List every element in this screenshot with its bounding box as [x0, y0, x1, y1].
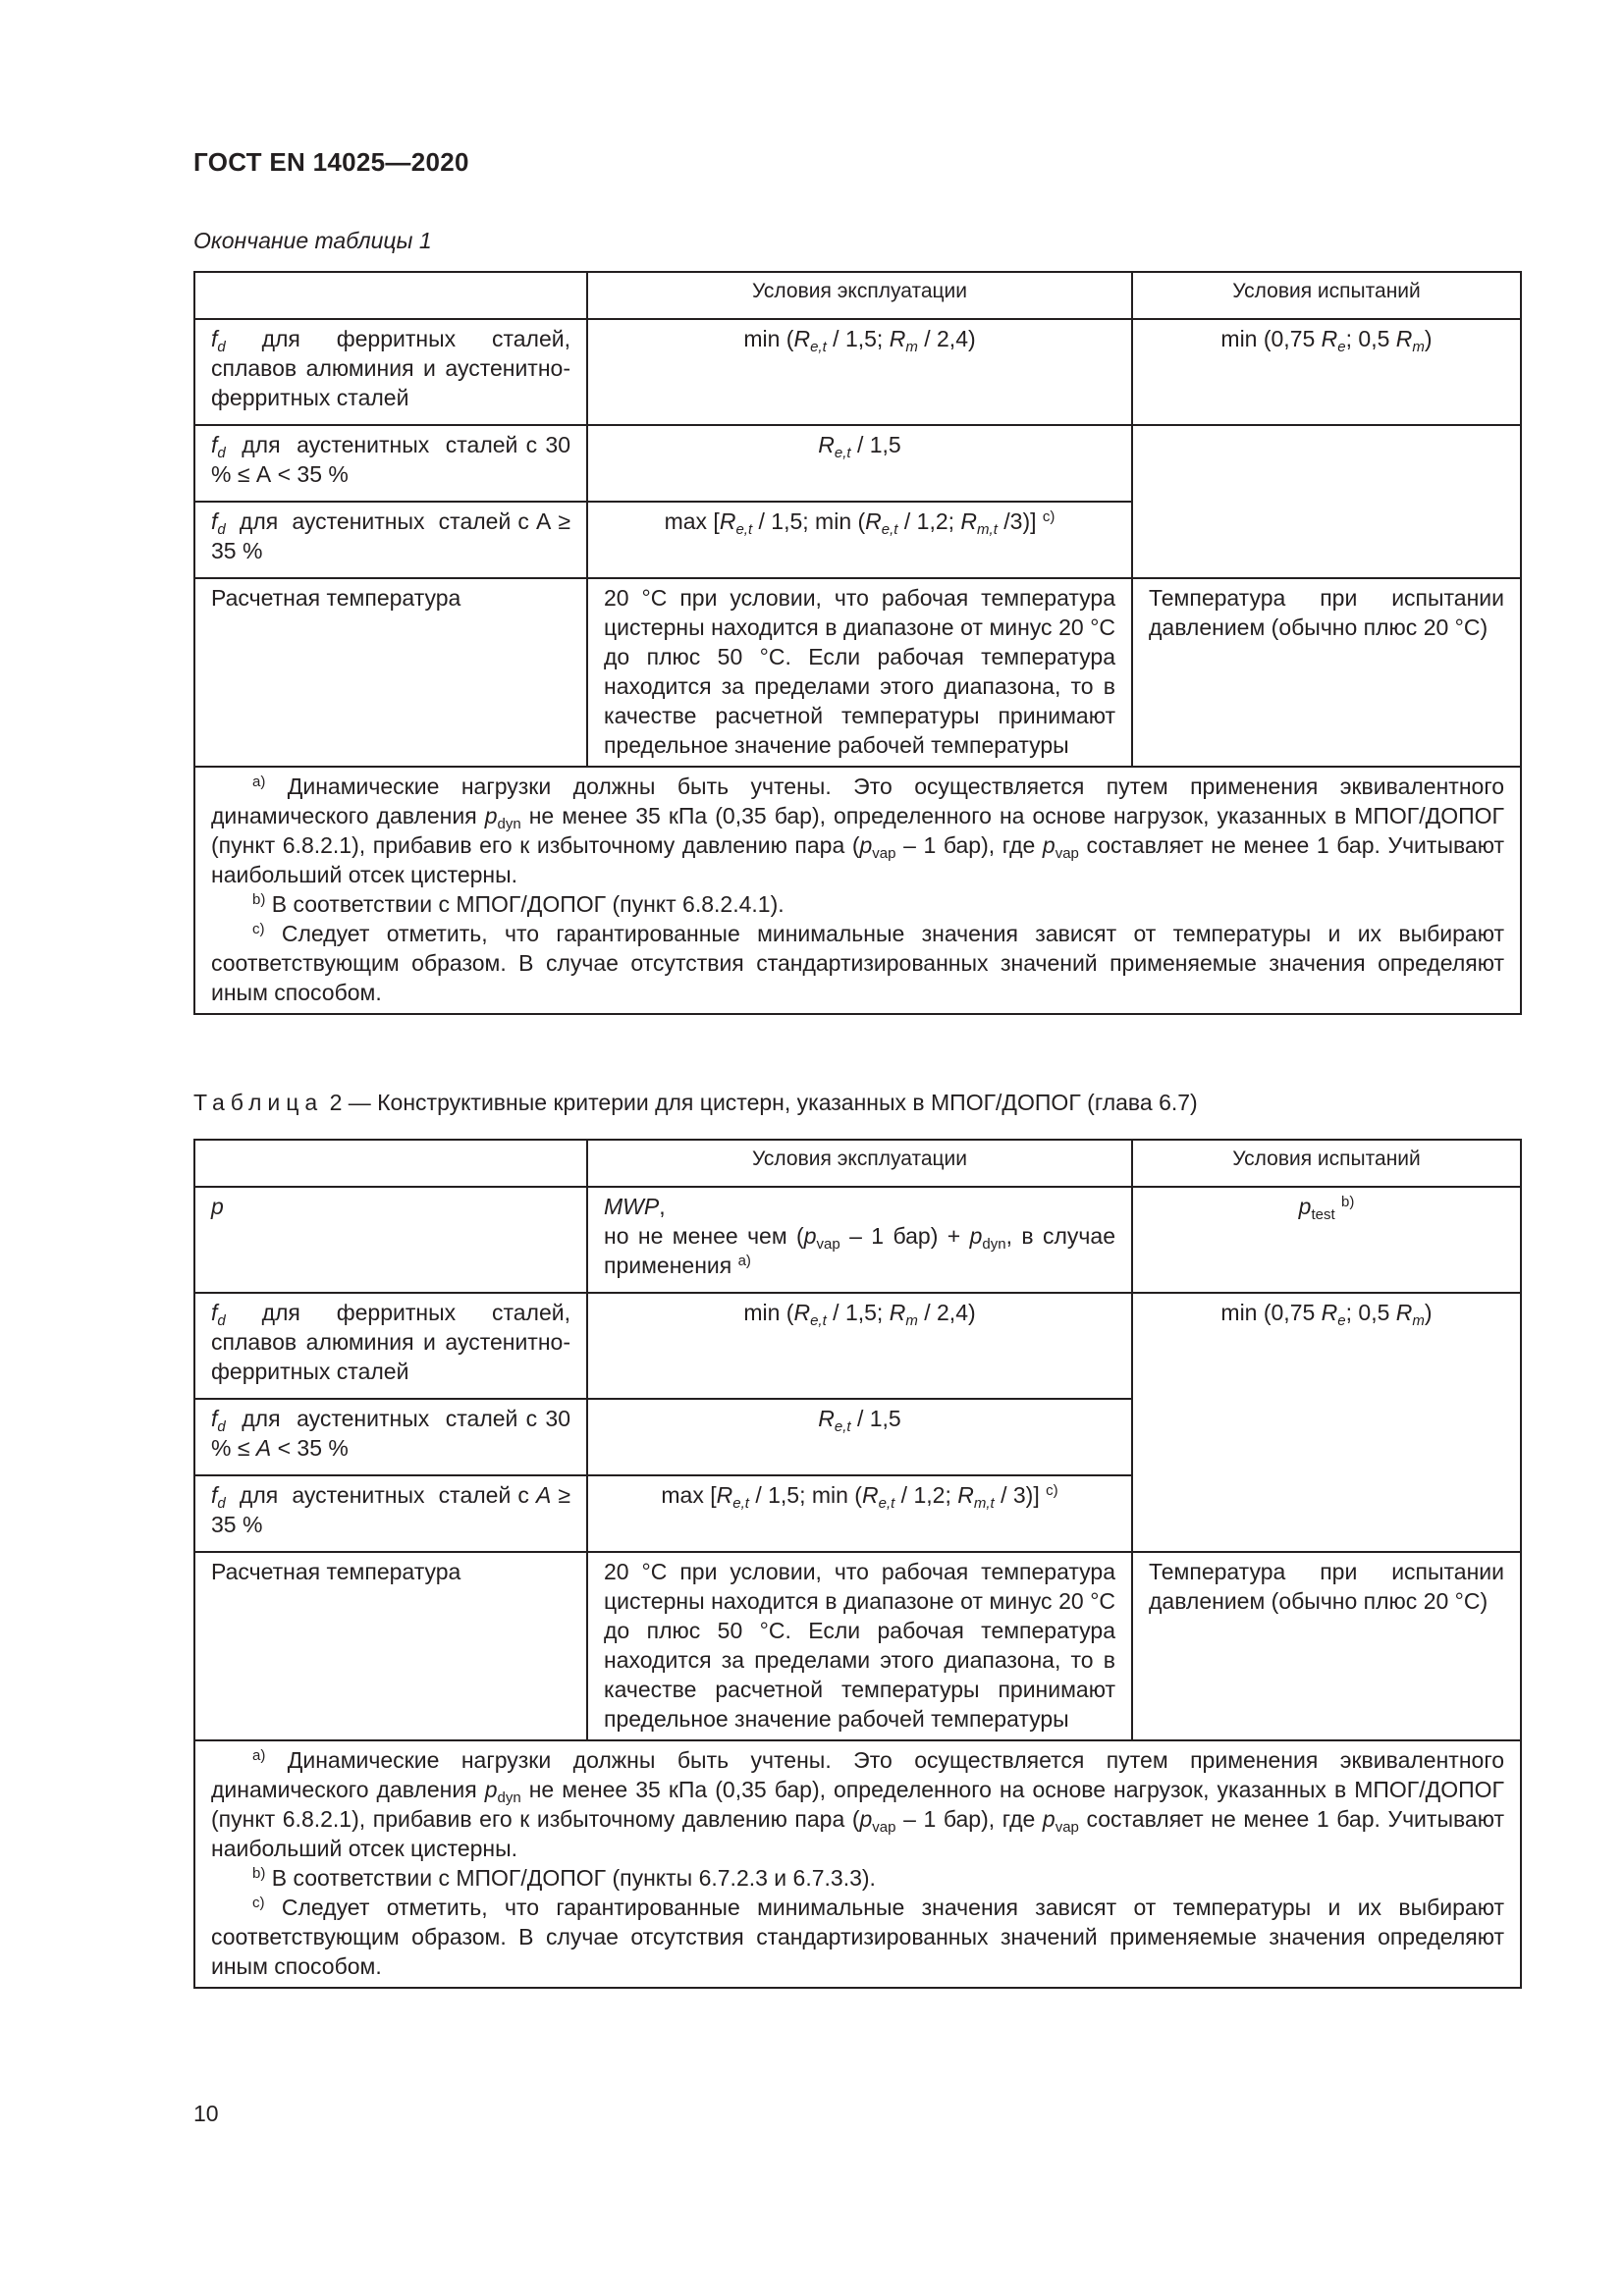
table-1-footnotes — [194, 767, 1521, 1014]
table-row — [194, 319, 1521, 425]
table-2-footnotes — [194, 1740, 1521, 1988]
row-label-austenitic-35: $f_d$ для аустенитных сталей с A ≥ 35 % — [194, 1475, 587, 1552]
service-design-temperature: 20 °С при условии, что рабочая температура цистерны находится в диапазоне от минус 20 °С до плюс 50 °С. Если рабочая температура находится за пределами этого диапазона, то в качестве расчетной температуры принимают предельное значение рабочей температуры — [587, 1552, 1132, 1740]
test-austenitic-empty — [1132, 425, 1521, 578]
service-ferritic: $\min (R_{e,t} / 1,5$; $R_m / 2,4$) — [587, 1293, 1132, 1399]
service-ferritic: $\min (R_{e,t} / 1,5$; $R_m / 2,4$) — [587, 319, 1132, 425]
column-header-test: Условия испытаний — [1132, 1140, 1521, 1187]
service-p: MWP, но не менее чем ($p_{vap} - 1$ $бар) + p_{dyn}$, в случае применения $^{a)}$ — [587, 1187, 1132, 1293]
row-label-ferritic: $f_d$ для ферритных сталей, сплавов алюминия и аустенитно-ферритных сталей — [194, 1293, 587, 1399]
test-ferritic: min (0,75 $R_e$; 0,5 $R_m$) — [1132, 1293, 1521, 1552]
table-footnotes-row — [194, 1740, 1521, 1988]
table-2 — [193, 1139, 1522, 1989]
row-label-ferritic: $f_d$ для ферритных сталей, сплавов алюминия и аустенитно-ферритных сталей — [194, 319, 587, 425]
test-p: $p_{test}$ $^{b)}$ — [1132, 1187, 1521, 1293]
footnote-a: $^{a)}$ Динамические нагрузки должны быть учтены. Это осуществляется путем применения эквивалентного динамического давления $p_{dyn}$ не менее 35 кПа (0,35 бар), определенного на основе нагрузок, указанных в МПОГ/ДОПОГ (пункт 6.8.2.1), прибавив его к избыточному давлению пара ($p_{vap} - 1$ бар), где $p_{vap}$ составляет не менее 1 бар. Учитывают наибольший отсек цистерны. — [211, 774, 1505, 887]
service-design-temperature: 20 °С при условии, что рабочая температура цистерны находится в диапазоне от минус 20 °С до плюс 50 °С. Если рабочая температура находится за пределами этого диапазона, то в качестве расчетной температуры принимают предельное значение рабочей температуры — [587, 578, 1132, 767]
table-row — [194, 578, 1521, 767]
row-label-austenitic-30-35: $f_d$ для аустенитных сталей с 30 % ≤ А < 35 % — [194, 425, 587, 502]
document-header: ГОСТ EN 14025—2020 — [193, 147, 469, 177]
table-header-row — [194, 1140, 1521, 1187]
column-header-service: Условия эксплуатации — [587, 272, 1132, 319]
table-1-caption: Окончание таблицы 1 — [193, 228, 432, 253]
row-label-austenitic-30-35: $f_d$ для аустенитных сталей с 30 % ≤ A < 35 % — [194, 1399, 587, 1475]
row-label-design-temperature: Расчетная температура — [194, 578, 587, 767]
row-label-design-temperature: Расчетная температура — [194, 1552, 587, 1740]
service-austenitic-30-35: $R_{e,t} / 1,5$ — [587, 425, 1132, 502]
table-row — [194, 1293, 1521, 1399]
row-label-austenitic-35: $f_d$ для аустенитных сталей с А ≥ 35 % — [194, 502, 587, 578]
table-row — [194, 1552, 1521, 1740]
table-footnotes-row — [194, 767, 1521, 1014]
service-austenitic-35: $\max [R_{e,t} / 1,5$; $\min (R_{e,t} / 1,2$; $R_{m,t} / 3$)] $^{c)}$ — [587, 1475, 1132, 1552]
footnote-b: $^{b)}$ В соответствии с МПОГ/ДОПОГ (пункт 6.8.2.4.1). — [252, 891, 785, 917]
test-design-temperature: Температура при испытании давлением (обычно плюс 20 °С) — [1132, 578, 1521, 767]
column-header-service: Условия эксплуатации — [587, 1140, 1132, 1187]
test-ferritic: min (0,75 $R_e$; 0,5 $R_m$) — [1132, 319, 1521, 425]
footnote-c: $^{c)}$ Следует отметить, что гарантированные минимальные значения зависят от температуры и их выбирают соответствующим образом. В случае отсутствия стандартизированных значений применяемые значения определяют иным способом. — [211, 921, 1505, 1005]
column-header-test: Условия испытаний — [1132, 272, 1521, 319]
header-empty-cell — [194, 272, 587, 319]
table-row — [194, 425, 1521, 502]
row-label-p: p — [194, 1187, 587, 1293]
table-2-caption: Таблица 2 — Конструктивные критерии для цистерн, указанных в МПОГ/ДОПОГ (глава 6.7) — [193, 1090, 1198, 1115]
header-empty-cell — [194, 1140, 587, 1187]
service-austenitic-30-35: $R_{e,t} / 1,5$ — [587, 1399, 1132, 1475]
footnote-a: $^{a)}$ Динамические нагрузки должны быть учтены. Это осуществляется путем применения эквивалентного динамического давления $p_{dyn}$ не менее 35 кПа (0,35 бар), определенного на основе нагрузок, указанных в МПОГ/ДОПОГ (пункт 6.8.2.1), прибавив его к избыточному давлению пара ($p_{vap} - 1$ бар), где $p_{vap}$ составляет не менее 1 бар. Учитывают наибольший отсек цистерны. — [211, 1747, 1505, 1861]
table-row — [194, 1187, 1521, 1293]
service-austenitic-35: $\max [R_{e,t} / 1,5$; $\min (R_{e,t} / 1,2$; $R_{m,t}$ /3)] $^{c)}$ — [587, 502, 1132, 578]
test-design-temperature: Температура при испытании давлением (обычно плюс 20 °С) — [1132, 1552, 1521, 1740]
table-1 — [193, 271, 1522, 1015]
page-number: 10 — [193, 2101, 219, 2126]
footnote-b: $^{b)}$ В соответствии с МПОГ/ДОПОГ (пункты 6.7.2.3 и 6.7.3.3). — [252, 1865, 876, 1891]
footnote-c: $^{c)}$ Следует отметить, что гарантированные минимальные значения зависят от температуры и их выбирают соответствующим образом. В случае отсутствия стандартизированных значений применяемые значения определяют иным способом. — [211, 1895, 1505, 1979]
table-header-row — [194, 272, 1521, 319]
